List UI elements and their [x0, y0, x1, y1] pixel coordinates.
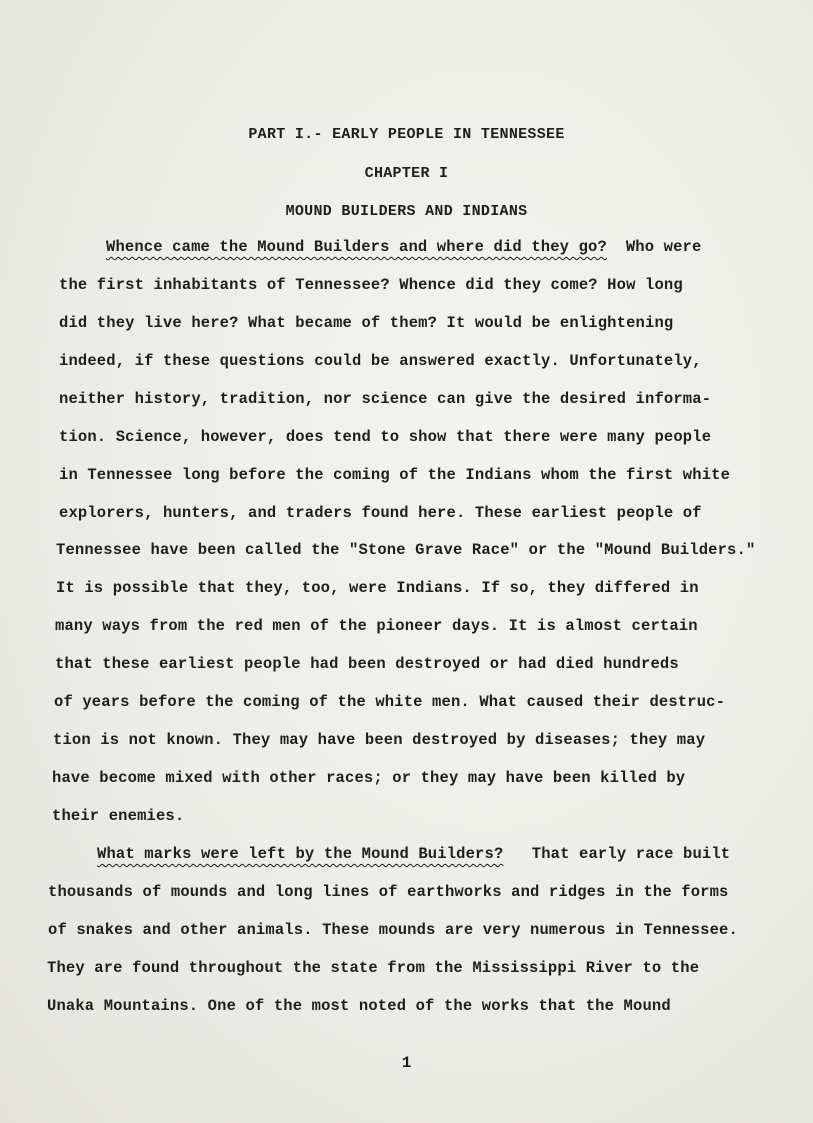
para1-line: neither history, tradition, nor science can give the desired informa- — [59, 390, 712, 408]
para1-line: many ways from the red men of the pioneer days. It is almost certain — [55, 617, 698, 635]
para1-line: Tennessee have been called the "Stone Grave Race" or the "Mound Builders." — [56, 541, 756, 559]
para1-first-line-rest: Who were — [606, 238, 702, 256]
chapter-title: CHAPTER I — [364, 165, 449, 182]
para1-line: explorers, hunters, and traders found here. These earliest people of — [59, 504, 702, 522]
para1-line: did they live here? What became of them? It would be enlightening — [59, 314, 674, 332]
para1-line: tion is not known. They may have been destroyed by diseases; they may — [53, 731, 706, 749]
para1-lead-question: Whence came the Mound Builders and where did they go? — [106, 238, 607, 256]
para1-line: the first inhabitants of Tennessee? Whence did they come? How long — [59, 276, 683, 294]
para2-lead-question: What marks were left by the Mound Builders? — [97, 845, 504, 863]
para1-line: their enemies. — [52, 807, 185, 825]
para2-line: thousands of mounds and long lines of earthworks and ridges in the forms — [48, 883, 729, 901]
para2-first-line-rest: That early race built — [503, 845, 731, 863]
para1-line: have become mixed with other races; or they may have been killed by — [52, 769, 686, 787]
para1-line: that these earliest people had been destroyed or had died hundreds — [55, 655, 679, 673]
para1-line: indeed, if these questions could be answered exactly. Unfortunately, — [59, 352, 702, 370]
para2-line: They are found throughout the state from the Mississippi River to the — [47, 959, 700, 977]
para1-line: in Tennessee long before the coming of the Indians whom the first white — [59, 466, 731, 484]
para1-first-line — [106, 238, 701, 256]
para1-line: tion. Science, however, does tend to show that there were many people — [59, 428, 712, 446]
section-title: MOUND BUILDERS AND INDIANS — [285, 203, 528, 220]
part-title: PART I.- EARLY PEOPLE IN TENNESSEE — [248, 126, 565, 143]
page-number: 1 — [401, 1054, 412, 1072]
para1-line: of years before the coming of the white men. What caused their destruc- — [54, 693, 726, 711]
para2-line: Unaka Mountains. One of the most noted of the works that the Mound — [47, 997, 671, 1015]
para2-first-line — [97, 845, 730, 863]
para1-line: It is possible that they, too, were Indians. If so, they differed in — [56, 579, 699, 597]
para2-line: of snakes and other animals. These mounds are very numerous in Tennessee. — [48, 921, 738, 939]
